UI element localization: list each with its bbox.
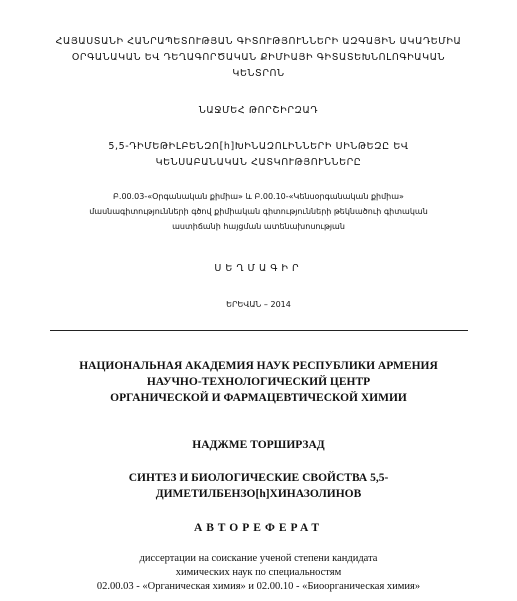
russian-title-line: ДИМЕТИЛБЕНЗО[h]ХИНАЗОЛИНОВ bbox=[155, 488, 362, 500]
russian-dissertation-line: химических наук по специальностям bbox=[175, 567, 342, 578]
armenian-title bbox=[0, 139, 517, 171]
armenian-doc-type: ՍԵՂՄԱԳԻՐ bbox=[214, 263, 303, 274]
russian-institution-line: НАУЧНО-ТЕХНОЛОГИЧЕСКИЙ ЦЕНТР bbox=[146, 376, 371, 388]
armenian-institution-line: ՕՐԳԱՆԱԿԱՆ ԵՎ ԴԵՂԱԳՈՐԾԱԿԱՆ ՔԻՄԻԱՅԻ ԳԻՏԱՏԵԽՆՈԼՈԳԻԱԿԱՆ bbox=[71, 52, 446, 63]
armenian-city-year: ԵՐԵՎԱՆ – 2014 bbox=[226, 300, 291, 309]
armenian-institution-line: ԿԵՆՏՐՈՆ bbox=[232, 68, 285, 79]
armenian-title-line: ԿԵՆՍԱԲԱՆԱԿԱՆ ՀԱՏԿՈՒԹՅՈՒՆՆԵՐԸ bbox=[155, 157, 362, 168]
armenian-specialty-line: Բ.00.03-«Օրգանական քիմիա» և Բ.00.10-«Կենսօրգանական քիմիա» bbox=[113, 192, 404, 201]
armenian-institution bbox=[0, 34, 517, 82]
armenian-title-line: 5,5-ԴԻՄԵԹԻԼԲԵՆԶՈ[h]ԽԻՆԱԶՈԼԻՆՆԵՐԻ ՍԻՆԹԵԶԸ ԵՎ bbox=[108, 141, 409, 152]
russian-dissertation-line: диссертации на соискание ученой степени кандидата bbox=[139, 553, 378, 564]
armenian-specialty bbox=[0, 189, 517, 234]
armenian-author: ՆԱՋՄԵՀ ԹՈՐՇԻՐԶԱԴ bbox=[198, 105, 319, 116]
russian-institution bbox=[0, 358, 517, 406]
russian-dissertation bbox=[0, 552, 517, 594]
russian-dissertation-line: 02.00.03 - «Органическая химия» и 02.00.10 - «Биоорганическая химия» bbox=[96, 581, 421, 592]
armenian-specialty-line: մասնագիտությունների գծով քիմիական գիտությունների թեկնածուի գիտական bbox=[89, 207, 428, 216]
russian-title-line: СИНТЕЗ И БИОЛОГИЧЕСКИЕ СВОЙСТВА 5,5- bbox=[128, 472, 389, 484]
divider-line bbox=[50, 330, 468, 331]
russian-institution-line: ОРГАНИЧЕСКОЙ И ФАРМАЦЕВТИЧЕСКОЙ ХИМИИ bbox=[110, 392, 407, 404]
russian-title bbox=[0, 470, 517, 502]
russian-institution-line: НАЦИОНАЛЬНАЯ АКАДЕМИЯ НАУК РЕСПУБЛИКИ АРМЕНИЯ bbox=[79, 360, 438, 372]
armenian-specialty-line: աստիճանի հայցման ատենախոսության bbox=[172, 222, 345, 231]
russian-doc-type: АВТОРЕФЕРАТ bbox=[193, 522, 324, 534]
armenian-institution-line: ՀԱՅԱՍՏԱՆԻ ՀԱՆՐԱՊԵՏՈՒԹՅԱՆ ԳԻՏՈՒԹՅՈՒՆՆԵՐԻ ԱԶԳԱՅԻՆ ԱԿԱԴԵՄԻԱ bbox=[55, 36, 462, 47]
russian-author: НАДЖМЕ ТОРШИРЗАД bbox=[192, 439, 325, 451]
